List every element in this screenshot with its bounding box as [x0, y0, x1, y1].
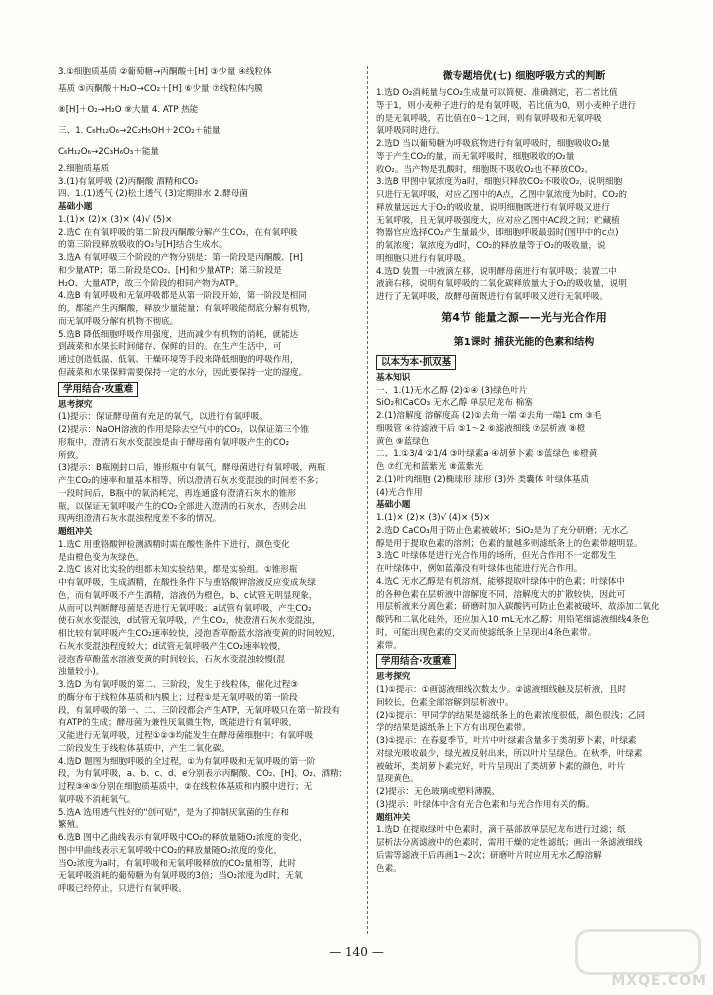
answer-line: 有ATP的生成；酵母菌为兼性厌氧微生物，既能进行有氧呼吸，: [58, 718, 298, 729]
answer-line: 二、1.①3/4 ②1/4 ③叶绿素a ④胡萝卜素 ⑤蓝绿色 ⑥橙黄: [376, 449, 598, 460]
right-column: [376, 66, 672, 875]
answer-line: 相比较有氧呼吸产生CO₂速率较快，浸泡香草酚蓝水溶液变黄的时间较短，: [58, 629, 341, 639]
answer-line: 无氧呼吸消耗的葡萄糖为有氧呼吸的3倍；当O₂浓度为d时，无氧: [58, 871, 303, 882]
answer-line: 5.选B 降低细胞呼吸作用强度，进而减少有机物的消耗，就能达: [58, 329, 299, 340]
answer-line: 的第三阶段释放吸收的O₂与[H]结合生成水。: [58, 240, 228, 251]
answer-line: 的各种色素在层析液中溶解度不同，溶解度大的扩散较快，因此可: [376, 589, 626, 600]
answer-line: 用层析液来分离色素；研磨时加入碳酸钙可防止色素被破坏，故添加二氧化: [376, 602, 660, 613]
answer-line: 3.选C 叶绿体是进行光合作用的场所，但光合作用不一定都发生: [376, 551, 617, 562]
answer-line: 酸钙和二氧化硅外，还应加入10 mL无水乙醇；用铅笔细滤液细线4条色: [376, 615, 649, 625]
page-number: — 140 —: [329, 945, 384, 959]
answer-line: 液滴右移，说明有氧呼吸的二氧化碳释放量大于O₂的吸收量，说明: [376, 279, 627, 290]
subsection-label: 基础小题: [58, 202, 93, 212]
subsection-label: 题组冲关: [58, 527, 93, 537]
answer-line: 的是无氧呼吸，若比值在0～1之间，则有氧呼吸和无氧呼吸: [376, 113, 602, 124]
answer-line: (1)提示：保证酵母菌有充足的氧气，以进行有氧呼吸。: [58, 412, 268, 423]
answer-line: 基质 ⑤丙酮酸＋H₂O→CO₂＋[H] ⑥少量 ⑦线粒体内膜: [58, 83, 263, 94]
answer-line: 显现黄色。: [376, 774, 419, 785]
answer-line: 1.(1)× (2)× (3)√ (4)× (5)×: [376, 513, 491, 523]
answer-line: (2)提示：无色玻璃或塑料薄膜。: [376, 787, 500, 797]
answer-line: 浊量较小)。: [58, 667, 105, 678]
answer-line: 使石灰水变混浊，d试管无氧呼吸，产生CO₂，使澄清石灰水变混浊，: [58, 616, 321, 627]
answer-line: 二阶段发生于线粒体基质中，产生二氧化碳。: [58, 743, 230, 754]
answer-line: 4.选C 无水乙醇是有机溶剂，能够提取叶绿体中的色素；叶绿体中: [376, 576, 625, 587]
answer-line: 层析法分离滤液中的色素时，需用干燥的定性滤纸；画出一条滤液细线: [376, 838, 643, 848]
section-header: 学用结合·攻重难: [58, 382, 138, 397]
answer-line: 色，而有氧呼吸不产生酒精，溶液仍为橙色，b、c试管无明显现象，: [58, 590, 318, 601]
answer-line: 呼吸已经停止，只进行有氧呼吸。: [58, 884, 187, 894]
section-header-row: [376, 353, 672, 372]
answer-line: 学的结果是滤纸条上下方有出现色素带。: [376, 723, 531, 734]
answer-line: 从而可以判断酵母菌是否进行无氧呼吸；a试管有氧呼吸，产生CO₂: [58, 603, 312, 614]
answer-line: 5.选A 选用透气性好的"创可贴"，是为了抑制厌氧菌的生存和: [58, 807, 289, 818]
answer-line: 氧呼吸不消耗氧气。: [58, 794, 136, 805]
answer-line: 3.选B 甲图中氧浓度为a时，细胞只释放CO₂不吸收O₂，说明细胞: [376, 177, 623, 188]
answer-line: 色素。: [376, 863, 402, 874]
answer-line: 释放量远远大于O₂的吸收量，说明细胞既进行有氧呼吸又进行: [376, 202, 610, 213]
answer-line: 瓶，以保证无氧呼吸产生的CO₂全部进入澄清的石灰水，否则会出: [58, 501, 307, 512]
watermark-text: MXQE.COM: [611, 973, 707, 989]
answer-line: 的，都能产生丙酮酸，释放少量能量；有氧呼吸能彻底分解有机物，: [58, 304, 316, 314]
answer-line: 通过创造低温、低氧、干燥环境等手段来降低细胞的呼吸作用，: [58, 355, 299, 365]
answer-line: 所致。: [58, 450, 84, 461]
answer-line: 6.选B 图中乙曲线表示有氧呼吸中CO₂的释放量随O₂浓度的变化，: [58, 833, 308, 843]
answer-line: 1.选D 在提取绿叶中色素时，滴干基部放单层尼龙布进行过滤；纸: [376, 825, 626, 836]
section-header: 以本为本·抓双基: [376, 355, 456, 370]
answer-line: 当O₂浓度为a时，有氧呼吸和无氧呼吸释放的CO₂量相等，此时: [58, 858, 296, 869]
answer-line: 进行了无氧呼吸，故酵母菌既进行有氧呼吸又进行无氧呼吸。: [376, 292, 609, 302]
answer-line: 物器官应选择CO₂产生量最少，即细胞呼吸最弱时(图甲中的c点): [376, 228, 619, 239]
answer-line: 等于产生CO₂的量，而无氧呼吸时，细胞吸收的O₂量: [376, 151, 575, 162]
answer-line: 2.细胞质基质: [58, 163, 110, 174]
answer-line: 被破坏，类胡萝卜素完好，叶片呈现出了类胡萝卜素的颜色，叶片: [376, 761, 626, 772]
answer-line: 在叶绿体中，例如蓝藻没有叶绿体也能进行光合作用。: [376, 564, 583, 574]
answer-line: 4.选D 题图为细胞呼吸的全过程，①为有氧呼吸和无氧呼吸的第一阶: [58, 756, 316, 767]
answer-line: 但蔬菜和水果保鲜需要保持一定的水分，因此要保持一定的湿度。: [58, 367, 308, 378]
answer-line: 中有氧呼吸，生成酒精，在酸性条件下与重铬酸钾溶液反应变成灰绿: [58, 578, 316, 588]
answer-line: (2)①提示：甲同学的结果是滤纸条上的色素浓度很低，颜色很浅；乙同: [376, 710, 646, 721]
subsection-label: 题组冲关: [376, 812, 411, 823]
answer-line: 间较长，色素全部溶解到层析液中。: [376, 697, 514, 708]
answer-line: 一、1.(1)无水乙醇 (2)①④ (3)绿色叶片: [376, 385, 528, 396]
answer-line: 2.选C 该对比实验的组都未知实验结果，都是实验组。①锥形瓶: [58, 565, 298, 576]
answer-line: 产生CO₂的速率和量基本相等，所以澄清石灰水变混浊的时间差不多；: [58, 476, 324, 486]
answer-line: 时，可能出现色素的交叉而使滤纸条上呈现出4条色素带。: [376, 627, 597, 638]
answer-line: 又能进行无氧呼吸，过程①②③均能发生在酵母菌细胞中；有氧呼吸: [58, 731, 314, 741]
answer-line: 醇是用于提取色素的溶剂；色素的量越多则滤纸条上的色素带越明显。: [376, 538, 643, 549]
answer-line: 无氧呼吸，且无氧呼吸强度大，应对应乙图中AC段之间；贮藏植: [376, 215, 620, 226]
answer-line: C₆H₁₂O₆→2C₃H₆O₃＋能量: [58, 146, 160, 157]
answer-line: 三、1. C₆H₁₂O₆→2C₂H₅OH＋2CO₂＋能量: [58, 125, 221, 136]
section-header: 学用结合·攻重难: [376, 654, 456, 669]
answer-line: (3)提示：B瓶刚封口后，锥形瓶中有氧气，酵母菌进行有氧呼吸，两瓶: [58, 463, 326, 474]
answer-line: 黄色 ⑨蓝绿色: [376, 436, 430, 447]
answer-line: 细吸管 ④待滤液干后 ⑤1～2 ⑥滤液细线 ⑦层析液 ⑧橙: [376, 423, 586, 434]
section-title: 第1课时 捕获光能的色素和结构: [453, 336, 595, 348]
answer-line: 对绿光吸收最少，绿光被反射出来，所以叶片呈绿色。在秋季，叶绿素: [376, 748, 643, 759]
answer-line: (2)提示：NaOH溶液的作用是除去空气中的CO₂，以保证第三个锥: [58, 425, 309, 435]
section-title: 微专题培优(七) 细胞呼吸方式的判断: [442, 71, 606, 82]
answer-line: (3)提示：叶绿体中含有光合色素和与光合作用有关的酶。: [376, 799, 595, 810]
answer-line: (1)①提示：①画滤液细线次数太少。②滤液细线触及层析液，且时: [376, 685, 627, 695]
section-header-row: [376, 652, 672, 671]
answer-line: ⑧[H]＋O₂→H₂O ⑨大量 4. ATP 热能: [58, 104, 199, 115]
subsection-label: 基本知识: [376, 372, 411, 383]
answer-line: 形瓶中，澄清石灰水变混浊是由于酵母菌有氧呼吸产生的CO₂: [58, 437, 290, 448]
answer-line: 段，有氧呼吸的第一、二、三阶段都会产生ATP，无氧呼吸只在第一阶段有: [58, 705, 341, 716]
answer-line: 和少量ATP；第二阶段是CO₂、[H]和少量ATP；第三阶段是: [58, 265, 282, 276]
left-column: [58, 66, 358, 896]
answer-line: 1.选D O₂消耗量与CO₂生成量可以简便、准确测定，若二者比值: [376, 88, 618, 98]
column-divider: [367, 66, 368, 934]
answer-line: 2.选D 当以葡萄糖为呼吸底物进行有氧呼吸时，细胞吸收O₂量: [376, 139, 611, 149]
answer-line: 图中甲曲线表示无氧呼吸中CO₂的释放量随O₂浓度的变化，: [58, 845, 283, 856]
answer-line: 现两组澄清石灰水混浊程度差不多的情况。: [58, 514, 222, 525]
answer-line: H₂O、大量ATP，故三个阶段的相同产物为ATP。: [58, 278, 244, 289]
answer-line: 2.选C 在有氧呼吸的第二阶段丙酮酸分解产生CO₂，在有氧呼吸: [58, 227, 298, 238]
answer-line: 1.选C 用重铬酸钾检测酒精时需在酸性条件下进行，颜色变化: [58, 539, 290, 550]
answer-line: 的酶分布于线粒体基质和内膜上；过程①是无氧呼吸的第一阶段: [58, 692, 298, 703]
answer-line: 2.(1)叶肉细胞 (2)椭球形 球形 (3)外 类囊体 叶绿体基质: [376, 474, 590, 485]
chapter-title: 第4节 能量之源——光与光合作用: [441, 310, 607, 324]
answer-line: 3.(1)有氧呼吸 (2)丙酮酸 酒精和CO₂: [58, 176, 199, 187]
answer-line: (3)①提示：在春夏季节，叶片中叶绿素含量多于类胡萝卜素，叶绿素: [376, 736, 637, 746]
answer-line: 一段时间后，B瓶中的氧消耗完，再连通盛有澄清石灰水的锥形: [58, 488, 296, 499]
answer-line: 色 ⑦红光和蓝紫光 ⑧蓝紫光: [376, 462, 483, 472]
answer-line: 3.①细胞质基质 ②葡萄糖→丙酮酸＋[H] ③少量 ④线粒体: [58, 67, 272, 77]
subsection-label: 思考探究: [58, 399, 93, 410]
answer-line: 收O₂。当产物是乳酸时，细胞既不吸收O₂也不释放CO₂。: [376, 164, 594, 175]
answer-line: 而无氧呼吸分解有机物不彻底。: [58, 316, 179, 327]
answer-line: 素带。: [376, 640, 402, 651]
answer-line: 等于1，则小麦种子进行的是有氧呼吸，若比值为0，则小麦种子进行: [376, 100, 637, 111]
answer-line: 到蔬菜和水果长时间储存、保鲜的目的。在生产生活中，可: [58, 342, 282, 353]
subsection-label: 思考探究: [376, 672, 411, 683]
answer-line: 四、1.(1)透气 (2)松土透气 (3)定期排水 2.酵母菌: [58, 189, 249, 200]
answer-line: 过程③④⑤分别在细胞质基质中，②在线粒体基质和内膜中进行；无: [58, 782, 313, 792]
answer-line: 3.选A 有氧呼吸三个阶段的产物分别是：第一阶段是丙酮酸、[H]: [58, 253, 303, 263]
answer-line: 石灰水变混浊程度较大；d试管无氧呼吸产生CO₂速率较慢，: [58, 641, 286, 652]
watermark-logo: [569, 929, 709, 989]
answer-line: 的氧浓度；氧浓度为d时，CO₂的释放量等于O₂的吸收量，说: [376, 241, 606, 251]
answer-line: 4.选D 装置一中液滴左移，说明酵母菌进行有氧呼吸；装置二中: [376, 266, 617, 277]
answer-line: 氧呼吸同时进行。: [376, 126, 445, 137]
answer-line: SiO₂和CaCO₃ 无水乙醇 单层尼龙布 棉塞: [376, 398, 533, 409]
answer-line: 4.选B 有氧呼吸和无氧呼吸都是从第一阶段开始，第一阶段是相同: [58, 291, 307, 302]
answer-line: 2.选D CaCO₃用于防止色素被破坏；SiO₂是为了充分研磨；无水乙: [376, 525, 629, 536]
answer-line: 浸泡香草酚蓝水溶液变黄的时间较长，石灰水变混浊较慢(混: [58, 654, 285, 665]
answer-line: 只进行无氧呼吸，对应乙图中的A点，乙图中氧浓度为b时，CO₂的: [376, 190, 627, 200]
answer-line: 后需等滤液干后再画1～2次；研磨叶片时应用无水乙醇溶解: [376, 850, 602, 861]
answer-line: 3.选D 为有氧呼吸的第二、三阶段，发生于线粒体，催化过程③: [58, 680, 299, 690]
answer-line: (4)光合作用: [376, 487, 423, 498]
section-header-row: [58, 380, 358, 399]
answer-line: 2.(1)溶解度 溶解度高 (2)①去角一端 ②去角一端1 cm ③毛: [376, 411, 602, 421]
answer-line: 1.(1)× (2)× (3)× (4)√ (5)×: [58, 214, 173, 225]
watermark-badge-icon: [575, 929, 701, 975]
answer-line: 段，为有氧呼吸，a、b、c、d、e分别表示丙酮酸、CO₂、[H]、O₂、酒精；: [58, 769, 348, 780]
answer-line: 繁殖。: [58, 820, 84, 831]
answer-line: 是由橙色变为灰绿色。: [58, 552, 144, 563]
answer-line: 明细胞只进行有氧呼吸。: [376, 253, 471, 264]
subsection-label: 基础小题: [376, 500, 411, 511]
